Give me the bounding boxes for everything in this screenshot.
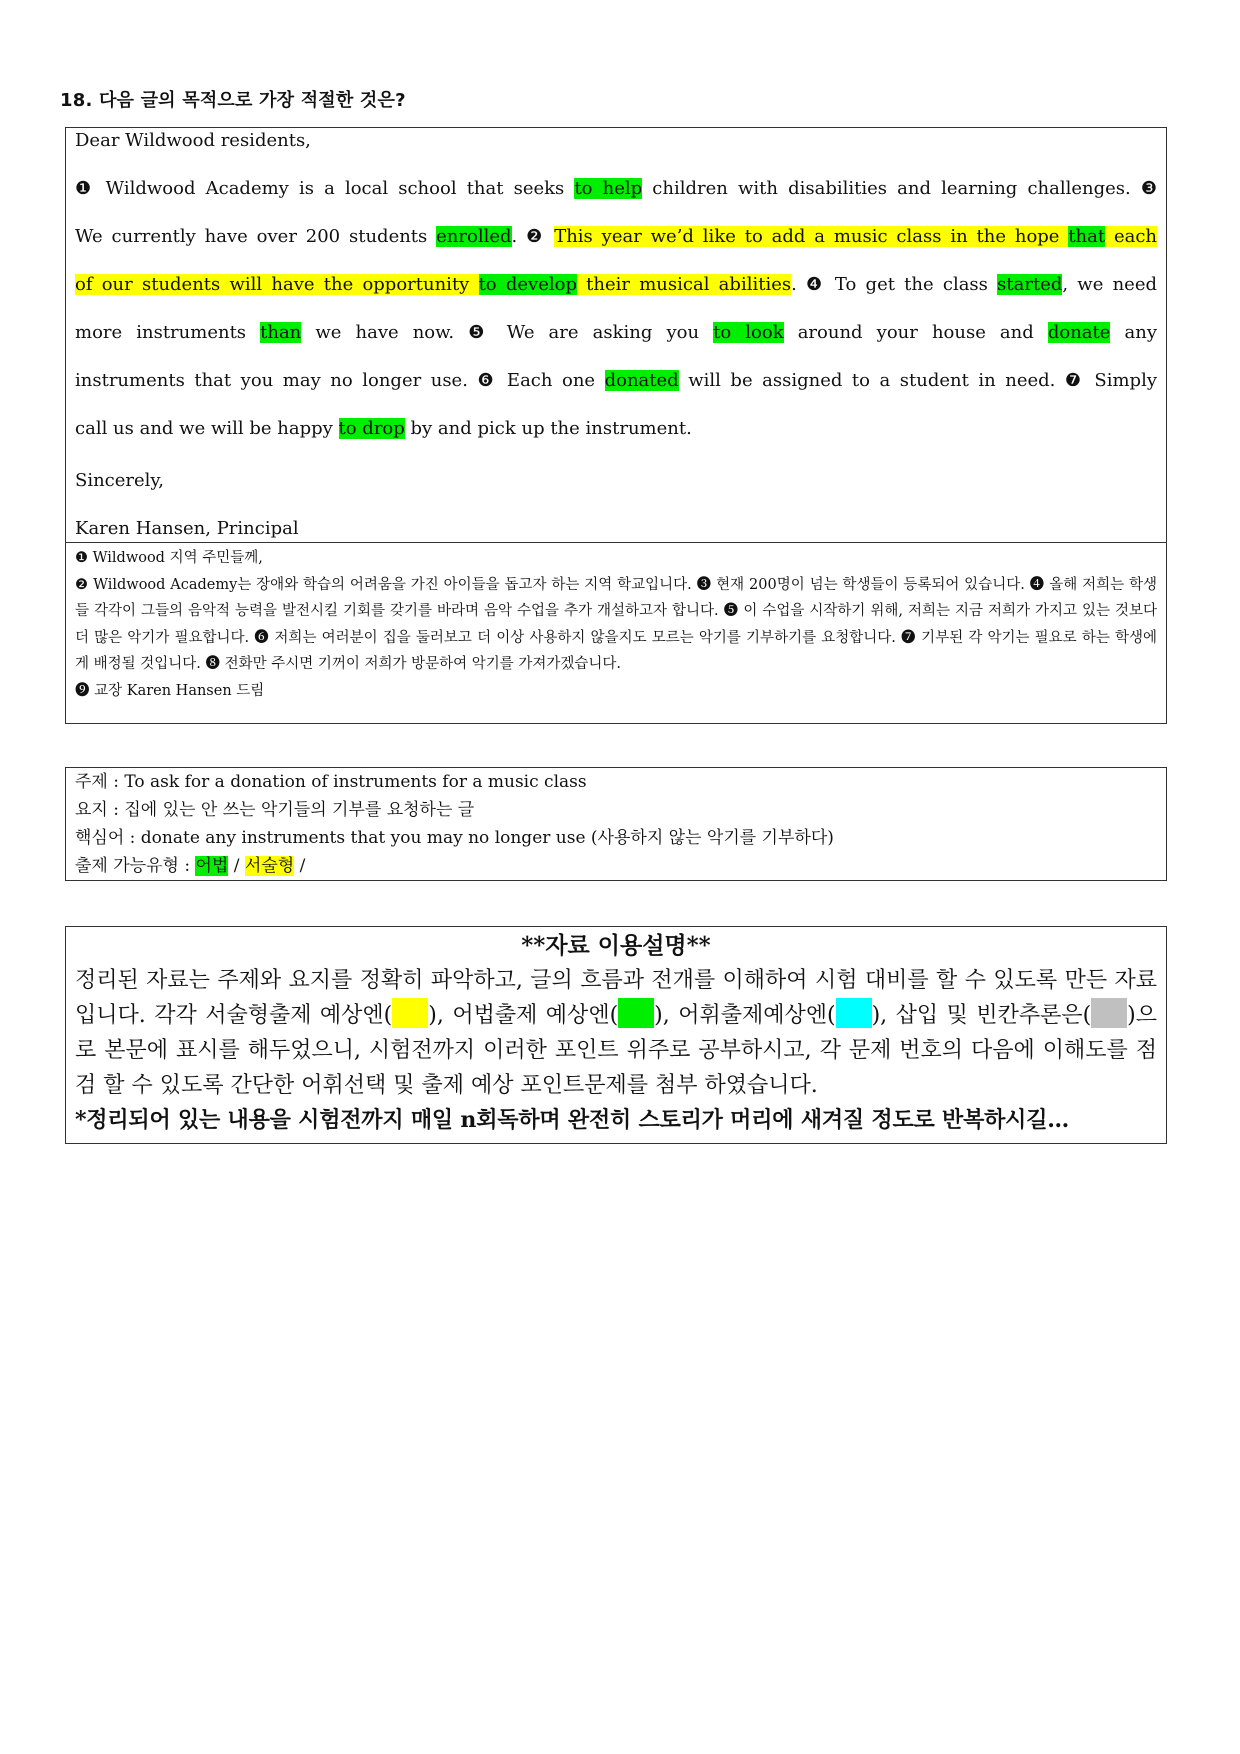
grammar-highlight: to help bbox=[574, 178, 643, 199]
essay-highlight: each bbox=[1105, 226, 1158, 247]
passage-line bbox=[75, 416, 1157, 464]
essay-highlight: This year we’d like to add a music class in the hope bbox=[554, 226, 1069, 247]
question-types bbox=[75, 852, 1157, 880]
grammar-highlight: to drop bbox=[338, 418, 405, 439]
text-segment: . ❷ bbox=[511, 226, 555, 247]
types-label: 출제 가능유형 : bbox=[75, 856, 196, 876]
text-segment: instruments that you may no longer use. ❻ Each one bbox=[75, 370, 605, 391]
grammar-highlight: started bbox=[997, 274, 1063, 295]
separator: / bbox=[294, 856, 306, 876]
grammar-highlight: to develop bbox=[478, 274, 577, 295]
text-segment: more instruments bbox=[75, 322, 261, 343]
text-segment: ❶ Wildwood Academy is a local school that seeks bbox=[75, 178, 575, 199]
yellow-swatch bbox=[392, 998, 428, 1028]
text-segment: 정리된 자료는 주제와 요지를 정확히 파악하고, 글의 흐름과 전개를 이해하여 시험 대비를 할 수 있도록 만든 자료입니다. 각각 서술형출제 예상엔( bbox=[75, 968, 1157, 1028]
grammar-highlight: to look bbox=[713, 322, 784, 343]
english-passage bbox=[66, 128, 1166, 542]
text-segment: children with disabilities and learning challenges. ❸ bbox=[642, 178, 1158, 199]
text-segment: will be assigned to a student in need. ❼ Simply bbox=[678, 370, 1157, 391]
topic: 주제 : To ask for a donation of instruments for a music class bbox=[75, 772, 587, 792]
guide-box bbox=[65, 926, 1167, 1144]
keyword: 핵심어 : donate any instruments that you may no longer use (사용하지 않는 악기를 기부하다) bbox=[75, 828, 834, 848]
text-segment: ), 삽입 및 빈칸추론은( bbox=[871, 1003, 1092, 1028]
grammar-highlight: enrolled bbox=[436, 226, 512, 247]
separator: / bbox=[228, 856, 245, 876]
signature: Karen Hansen, Principal bbox=[75, 518, 299, 539]
cyan-swatch bbox=[836, 998, 872, 1028]
greeting: Dear Wildwood residents, bbox=[75, 130, 311, 151]
translation-line: ❶ Wildwood 지역 주민들께, bbox=[75, 550, 263, 566]
text-segment: call us and we will be happy bbox=[75, 418, 339, 439]
essay-highlight: of our students will have the opportunity bbox=[75, 274, 479, 295]
translation-line: ❾ 교장 Karen Hansen 드림 bbox=[75, 682, 265, 699]
text-segment: ), 어법출제 예상엔( bbox=[428, 1003, 619, 1028]
essay-highlight: their musical abilities bbox=[576, 274, 792, 295]
passage-line bbox=[75, 320, 1157, 368]
passage-line bbox=[75, 368, 1157, 416]
text-segment: around your house and bbox=[783, 322, 1048, 343]
gray-swatch bbox=[1091, 998, 1127, 1028]
question-title: 18. 다음 글의 목적으로 가장 적절한 것은? bbox=[60, 90, 406, 111]
text-segment: any bbox=[1110, 322, 1158, 343]
passage-line bbox=[75, 272, 1157, 320]
summary-box bbox=[65, 767, 1167, 881]
type-grammar: 어법 bbox=[195, 856, 229, 876]
type-essay: 서술형 bbox=[244, 856, 295, 876]
guide-body bbox=[75, 963, 1157, 1103]
study-tip: *정리되어 있는 내용을 시험전까지 매일 n회독하며 완전히 스토리가 머리에 새겨질 정도로 반복하시길… bbox=[75, 1107, 1070, 1133]
passage-line bbox=[75, 224, 1157, 272]
closing: Sincerely, bbox=[75, 470, 164, 491]
text-segment: )으로 본문에 표시를 해두었으니, 시험전까지 이러한 포인트 위주로 공부하시고, 각 문제 번호의 다음에 이해도를 점검 할 수 있도록 간단한 어휘선택 및 출제 예상 포인트문제를 첨부 하였습니다. bbox=[75, 1003, 1157, 1098]
passage-line bbox=[75, 176, 1157, 224]
gist: 요지 : 집에 있는 안 쓰는 악기들의 기부를 요청하는 글 bbox=[75, 800, 475, 820]
guide-title: **자료 이용설명** bbox=[521, 932, 711, 959]
korean-translation bbox=[66, 542, 1166, 704]
text-segment: . ❹ To get the class bbox=[791, 274, 998, 295]
text-segment: , we need bbox=[1062, 274, 1157, 295]
passage-box bbox=[65, 127, 1167, 724]
grammar-highlight: that bbox=[1068, 226, 1106, 247]
text-segment: ), 어휘출제예상엔( bbox=[654, 1003, 836, 1028]
grammar-highlight: donated bbox=[604, 370, 679, 391]
green-swatch bbox=[618, 998, 654, 1028]
grammar-highlight: donate bbox=[1047, 322, 1111, 343]
grammar-highlight: than bbox=[260, 322, 302, 343]
text-segment: by and pick up the instrument. bbox=[404, 418, 692, 439]
text-segment: We currently have over 200 students bbox=[75, 226, 437, 247]
translation-paragraph: ❷ Wildwood Academy는 장애와 학습의 어려움을 가진 아이들을 돕고자 하는 지역 학교입니다. ❸ 현재 200명이 넘는 학생들이 등록되어 있습니다. ❹ 올해 저희는 학생들 각각이 그들의 음악적 능력을 발전시킬 기회를 갖기를 바라며 음악 수업을 추가 개설하고자 합니다. ❺ 이 수업을 시작하기 위해, 저희는 지금 저희가 가지고 있는 것보다 더 많은 악기가 필요합니다. ❻ 저희는 여러분이 집을 둘러보고 더 이상 사용하지 않을지도 모르는 악기를 기부하기를 요청합니다. ❼ 기부된 각 악기는 필요로 하는 학생에게 배정될 것입니다. ❽ 전화만 주시면 기꺼이 저희가 방문하여 악기를 가져가겠습니다. bbox=[75, 576, 1157, 672]
text-segment: we have now. ❺ We are asking you bbox=[301, 322, 714, 343]
